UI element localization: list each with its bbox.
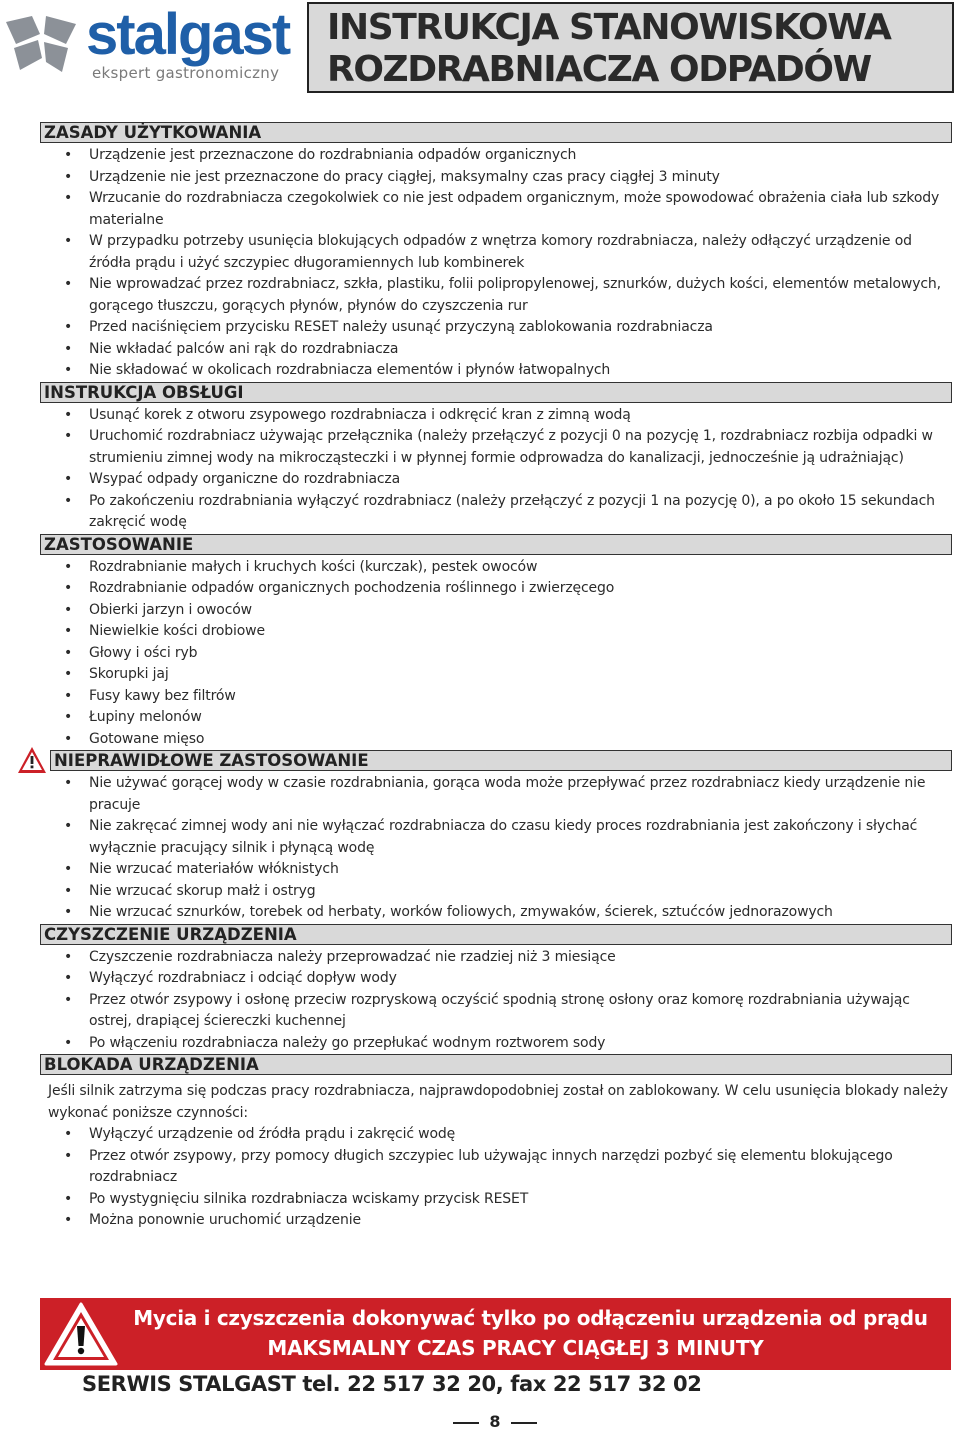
list-item: • Czyszczenie rozdrabniacza należy przeprowadzać nie rzadziej niż 3 miesiące xyxy=(40,947,952,969)
section-intro: Jeśli silnik zatrzyma się podczas pracy rozdrabniacza, najprawdopodobniej został on zablokowany. W celu usunięcia blokady należy wykonać poniższe czynności: xyxy=(48,1083,948,1121)
document-body xyxy=(40,122,952,1232)
list-item: • Po włączeniu rozdrabniacza należy go przepłukać wodnym roztworem sody xyxy=(40,1033,952,1055)
page-number-footer xyxy=(0,1412,960,1431)
section-operation xyxy=(40,382,952,534)
list-item: • W przypadku potrzeby usunięcia blokujących odpadów z wnętrza komory rozdrabniacza, należy odłączyć urządzenie od źródła prądu i użyć szczypiec długoramiennych lub kombinerek xyxy=(40,231,952,274)
list-item: • Urządzenie nie jest przeznaczone do pracy ciągłej, maksymalny czas pracy ciągłej 3 minuty xyxy=(40,167,952,189)
warning-icon xyxy=(17,746,47,774)
list-item: • Skorupki jaj xyxy=(40,664,952,686)
list-item: • Gotowane mięso xyxy=(40,729,952,751)
list-item: • Rozdrabnianie odpadów organicznych pochodzenia roślinnego i zwierzęcego xyxy=(40,578,952,600)
title-line-1: INSTRUKCJA STANOWISKOWA xyxy=(327,7,891,48)
section-heading: CZYSZCZENIE URZĄDZENIA xyxy=(40,924,952,945)
list-item: • Obierki jarzyn i owoców xyxy=(40,600,952,622)
warning-banner-line-2: MAKSMALNY CZAS PRACY CIĄGŁEJ 3 MINUTY xyxy=(267,1336,764,1360)
list-item: • Nie wrzucać skorup małż i ostryg xyxy=(40,881,952,903)
stalgast-logo-icon xyxy=(2,14,80,76)
bullet-list xyxy=(40,405,952,534)
list-item: • Fusy kawy bez filtrów xyxy=(40,686,952,708)
list-item: • Wrzucanie do rozdrabniacza czegokolwiek co nie jest odpadem organicznym, może spowodować obrażenia ciała lub szkody materialne xyxy=(40,188,952,231)
list-item: • Niewielkie kości drobiowe xyxy=(40,621,952,643)
page-number: 8 xyxy=(489,1412,501,1431)
document-title xyxy=(307,2,954,93)
list-item: • Nie zakręcać zimnej wody ani nie wyłączać rozdrabniacza do czasu kiedy proces rozdrabniania jest zakończony i słychać wyłącznie pracujący silnik i płynącą wodę xyxy=(40,816,952,859)
divider xyxy=(453,1422,479,1424)
bullet-list xyxy=(40,557,952,751)
list-item: • Przed naciśnięciem przycisku RESET należy usunąć przyczyną zablokowania rozdrabniacza xyxy=(40,317,952,339)
list-item: • Nie wrzucać sznurków, torebek od herbaty, worków foliowych, zmywaków, ścierek, sztućców jednorazowych xyxy=(40,902,952,924)
section-heading: INSTRUKCJA OBSŁUGI xyxy=(40,382,952,403)
brand-tagline: ekspert gastronomiczny xyxy=(92,64,280,82)
warning-banner-line-1: Mycia i czyszczenia dokonywać tylko po odłączeniu urządzenia od prądu xyxy=(133,1306,928,1330)
list-item: • Przez otwór zsypowy, przy pomocy długich szczypiec lub używając innych narzędzi pozbyć się elementu blokującego rozdrabniacz xyxy=(40,1146,952,1189)
list-item: • Po wystygnięciu silnika rozdrabniacza wciskamy przycisk RESET xyxy=(40,1189,952,1211)
list-item: • Nie wrzucać materiałów włóknistych xyxy=(40,859,952,881)
list-item: • Nie składować w okolicach rozdrabniacza elementów i płynów łatwopalnych xyxy=(40,360,952,382)
list-item: • Nie wkładać palców ani rąk do rozdrabniacza xyxy=(40,339,952,361)
section-heading-warning xyxy=(50,750,952,771)
title-line-2: ROZDRABNIACZA ODPADÓW xyxy=(327,49,871,90)
section-misuse xyxy=(40,750,952,924)
list-item: • Urządzenie jest przeznaczone do rozdrabniania odpadów organicznych xyxy=(40,145,952,167)
list-item: • Uruchomić rozdrabniacz używając przełącznika (należy przełączyć z pozycji 0 na pozycję 1, rozdrabniacz rozbija odpadki w strumieniu zimnej wody na mikrocząsteczki i w płynnej formie odprowadza do kanalizacji, jednocześnie ją udrażniając) xyxy=(40,426,952,469)
list-item: • Po zakończeniu rozdrabniania wyłączyć rozdrabniacz (należy przełączyć z pozycji 1 na pozycję 0), a po około 15 sekundach zakręcić wodę xyxy=(40,491,952,534)
list-item: • Przez otwór zsypowy i osłonę przeciw rozpryskową oczyścić spodnią stronę osłony oraz komorę rozdrabniania używając ostrej, drapiącej ściereczki kuchennej xyxy=(40,990,952,1033)
stalgast-logo xyxy=(0,4,300,90)
list-item: • Wyłączyć rozdrabniacz i odciąć dopływ wody xyxy=(40,968,952,990)
list-item: • Nie wprowadzać przez rozdrabniacz, szkła, plastiku, folii polipropylenowej, sznurków, dużych kości, elementów metalowych, gorącego tłuszczu, gorących płynów, płynów do czyszczenia rur xyxy=(40,274,952,317)
list-item: • Usunąć korek z otworu zsypowego rozdrabniacza i odkręcić kran z zimną wodą xyxy=(40,405,952,427)
service-contact: SERWIS STALGAST tel. 22 517 32 20, fax 22 517 32 02 xyxy=(82,1372,702,1396)
bullet-list xyxy=(40,947,952,1055)
section-heading: ZASTOSOWANIE xyxy=(40,534,952,555)
warning-banner xyxy=(40,1298,951,1370)
list-item: • Rozdrabnianie małych i kruchych kości (kurczak), pestek owoców xyxy=(40,557,952,579)
section-cleaning xyxy=(40,924,952,1055)
section-heading: ZASADY UŻYTKOWANIA xyxy=(40,122,952,143)
section-rules xyxy=(40,122,952,382)
divider xyxy=(511,1422,537,1424)
list-item: • Można ponownie uruchomić urządzenie xyxy=(40,1210,952,1232)
list-item: • Łupiny melonów xyxy=(40,707,952,729)
section-blockage xyxy=(40,1054,952,1232)
list-item: • Wsypać odpady organiczne do rozdrabniacza xyxy=(40,469,952,491)
brand-name: stalgast xyxy=(86,2,290,67)
list-item: • Głowy i ości ryb xyxy=(40,643,952,665)
section-usage xyxy=(40,534,952,751)
bullet-list xyxy=(40,145,952,382)
list-item: • Wyłączyć urządzenie od źródła prądu i zakręcić wodę xyxy=(40,1124,952,1146)
bullet-list xyxy=(40,773,952,924)
list-item: • Nie używać gorącej wody w czasie rozdrabniania, gorąca woda może przepływać przez rozdrabniacz kiedy urządzenie nie pracuje xyxy=(40,773,952,816)
section-heading: NIEPRAWIDŁOWE ZASTOSOWANIE xyxy=(54,751,369,770)
bullet-list xyxy=(40,1124,952,1232)
section-heading: BLOKADA URZĄDZENIA xyxy=(40,1054,952,1075)
page-header xyxy=(0,0,960,100)
